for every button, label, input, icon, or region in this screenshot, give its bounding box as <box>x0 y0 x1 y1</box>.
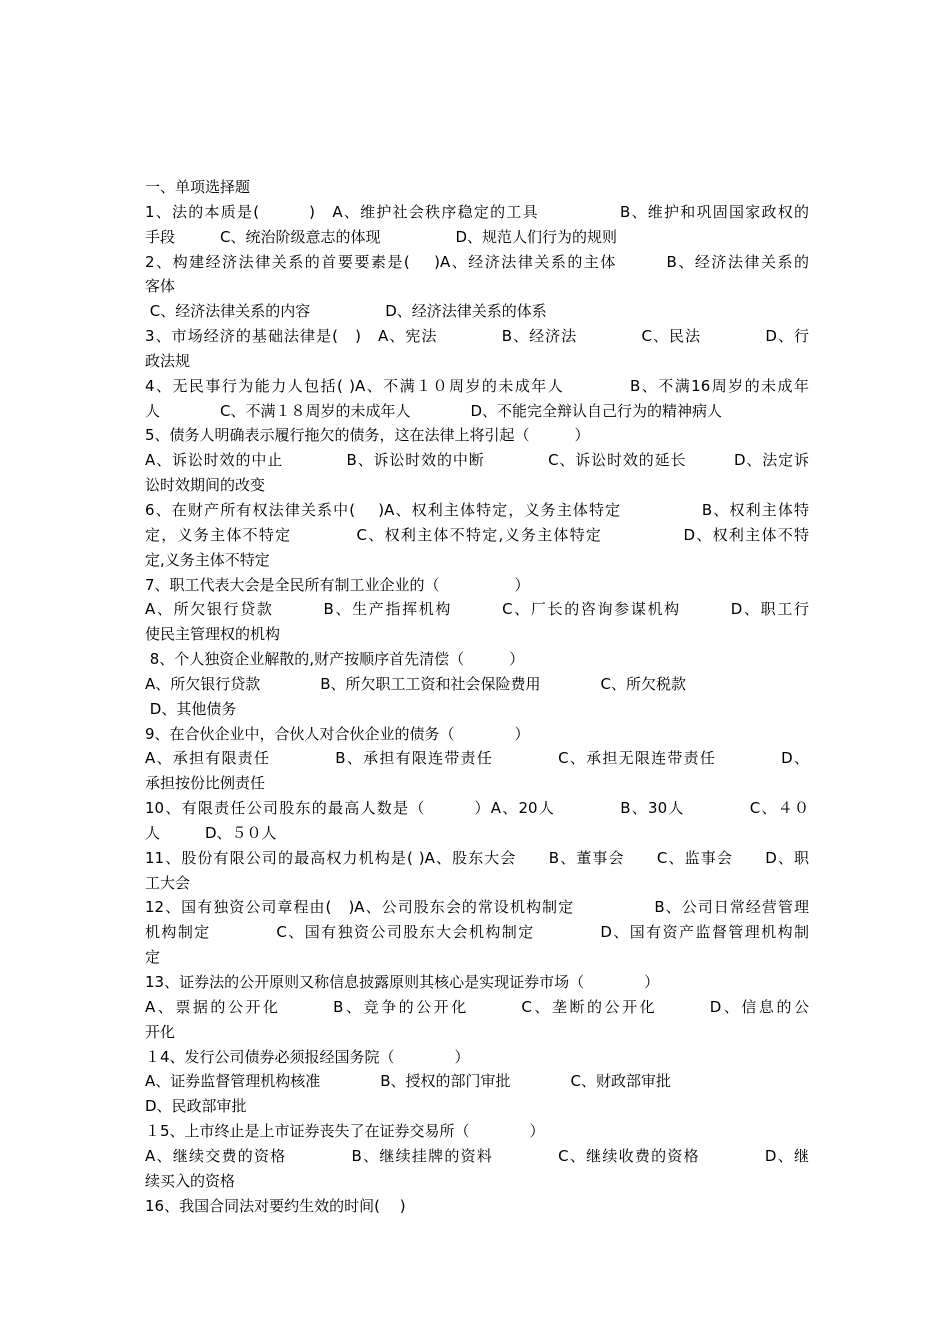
text-line: 定 <box>145 948 161 967</box>
text-line: 13、证券法的公开原则又称信息披露原则其核心是实现证券市场（ ） <box>145 973 660 991</box>
text-line: D、其他债务 <box>145 699 237 718</box>
text-line: A、证券监督管理机构核准 B、授权的部门审批 C、财政部审批 <box>145 1072 672 1091</box>
text-line: A、票据的公开化 B、竞争的公开化 C、垄断的公开化 D、信息的公 <box>145 997 809 1016</box>
text-line: A、所欠银行贷款 B、生产指挥机构 C、厂长的咨询参谋机构 D、职工行 <box>145 600 809 619</box>
text-line: 承担按份比例责任 <box>145 774 266 793</box>
text-line: 客体 <box>145 277 176 296</box>
text-line: 政法规 <box>145 351 191 370</box>
text-line: 一、单项选择题 <box>145 178 251 196</box>
text-line: 4、无民事行为能力人包括( )A、不满１０周岁的未成年人 B、不满16周岁的未成年 <box>145 376 809 395</box>
text-line: A、承担有限责任 B、承担有限连带责任 C、承担无限连带责任 D、 <box>145 749 809 768</box>
text-line: A、所欠银行贷款 B、所欠职工工资和社会保险费用 C、所欠税款 <box>145 674 687 693</box>
text-line: 定，义务主体不特定 C、权利主体不特定,义务主体特定 D、权利主体不特 <box>145 525 809 544</box>
text-line: 续买入的资格 <box>145 1171 236 1190</box>
text-line: 使民主管理权的机构 <box>145 625 281 644</box>
text-line: 手段 C、统治阶级意志的体现 D、规范人们行为的规则 <box>145 227 618 246</box>
text-line: A、诉讼时效的中止 B、诉讼时效的中断 C、诉讼时效的延长 D、法定诉 <box>145 451 809 470</box>
text-line: 1、法的本质是( ) A、维护社会秩序稳定的工具 B、维护和巩固国家政权的 <box>145 202 809 221</box>
text-line: １4、发行公司债券必须报经国务院（ ） <box>145 1047 470 1066</box>
text-line: 讼时效期间的改变 <box>145 476 266 495</box>
text-line: A、继续交费的资格 B、继续挂牌的资料 C、继续收费的资格 D、继 <box>145 1146 809 1165</box>
text-line: 10、有限责任公司股东的最高人数是（ ）A、20人 B、30人 C、４０ <box>145 799 809 818</box>
text-line: 8、个人独资企业解散的,财产按顺序首先清偿（ ） <box>145 650 525 669</box>
text-line: 16、我国合同法对要约生效的时间( ) <box>145 1196 406 1215</box>
document-body <box>145 175 809 1218</box>
text-line: 5、债务人明确表示履行拖欠的债务，这在法律上将引起（ ） <box>145 426 590 445</box>
text-line: 定,义务主体不特定 <box>145 550 270 569</box>
text-line: １5、上市终止是上市证券丧失了在证券交易所（ ） <box>145 1122 545 1141</box>
text-line: 7、职工代表大会是全民所有制工业企业的（ ） <box>145 575 530 594</box>
text-line: C、经济法律关系的内容 D、经济法律关系的体系 <box>145 302 547 321</box>
text-line: 12、国有独资公司章程由( )A、公司股东会的常设机构制定 B、公司日常经营管理 <box>145 898 809 917</box>
text-line: 2、构建经济法律关系的首要要素是( )A、经济法律关系的主体 B、经济法律关系的 <box>145 252 809 271</box>
text-line: D、民政部审批 <box>145 1097 247 1116</box>
text-line: 3、市场经济的基础法律是( ) A、宪法 B、经济法 C、民法 D、行 <box>145 327 809 346</box>
text-line: 9、在合伙企业中，合伙人对合伙企业的债务（ ） <box>145 724 530 743</box>
text-line: 11、股份有限公司的最高权力机构是( )A、股东大会 B、董事会 C、监事会 D、职 <box>145 848 809 867</box>
text-line: 开化 <box>145 1022 176 1041</box>
text-line: 机构制定 C、国有独资公司股东大会机构制定 D、国有资产监督管理机构制 <box>145 923 809 942</box>
text-line: 人 C、不满１８周岁的未成年人 D、不能完全辩认自己行为的精神病人 <box>145 401 723 420</box>
text-line: 6、在财产所有权法律关系中( )A、权利主体特定，义务主体特定 B、权利主体特 <box>145 500 809 519</box>
text-line: 人 D、５０人 <box>145 823 277 842</box>
text-line: 工大会 <box>145 873 191 892</box>
